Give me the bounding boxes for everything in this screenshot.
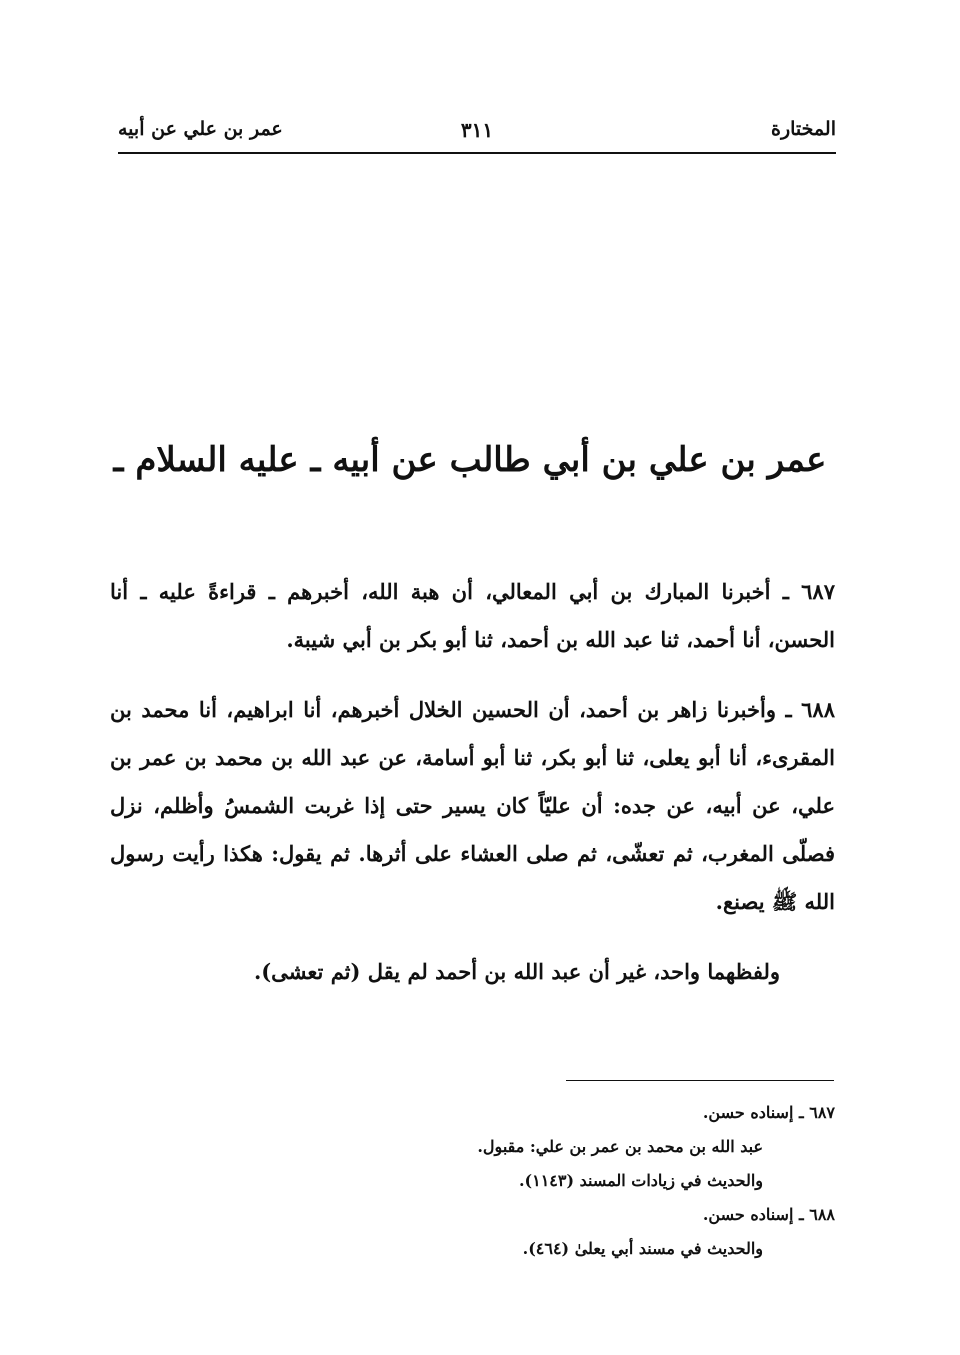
footnote-687-source: والحديث في زيادات المسند (١١٤٣). [518,1171,763,1190]
footnote-688: ٦٨٨ ـ إسناده حسن. [702,1205,835,1224]
main-text [110,568,835,1018]
footnote-divider [566,1080,834,1081]
footnote-688-source: والحديث في مسند أبي يعلىٰ (٤٦٤). [522,1239,763,1258]
footnote-687: ٦٨٧ ـ إسناده حسن. [702,1103,835,1122]
section-title: عمر بن علي عن أبيه [118,118,283,140]
hadith-688: ٦٨٨ ـ وأخبرنا زاهر بن أحمد، أن الحسين الخلال أخبرهم، أنا ابراهيم، أنا محمد بن المقرىء، أنا أبو يعلى، ثنا أبو بكر، ثنا أبو أسامة، عن عبد الله بن محمد بن عمر بن علي، عن أبيه، عن جده: أن عليّاً كان يسير حتى إذا غربت الشمسُ وأظلم، نزل فصلّى المغرب، ثم تعشّى، ثم صلى العشاء على أثرها. ثم يقول: هكذا رأيت رسول الله ﷺ يصنع. [110,697,835,914]
closing-remark: ولفظهما واحد، غير أن عبد الله بن أحمد لم يقل (ثم تعشى). [253,959,780,984]
book-title: المختارة [771,118,836,140]
footnotes [300,1096,835,1266]
chapter-title: عمر بن علي بن أبي طالب عن أبيه ـ عليه السلام ـ [113,440,827,480]
page-number: ٣١١ [460,118,494,142]
running-header [118,112,836,154]
footnote-687-narrator: عبد الله بن محمد بن عمر بن علي: مقبول. [477,1137,763,1156]
hadith-687: ٦٨٧ ـ أخبرنا المبارك بن أبي المعالي، أن هبة الله، أخبرهم ـ قراءةً عليه ـ أنا الحسن، أنا أحمد، ثنا عبد الله بن أحمد، ثنا أبو بكر بن أبي شيبة. [110,579,835,652]
